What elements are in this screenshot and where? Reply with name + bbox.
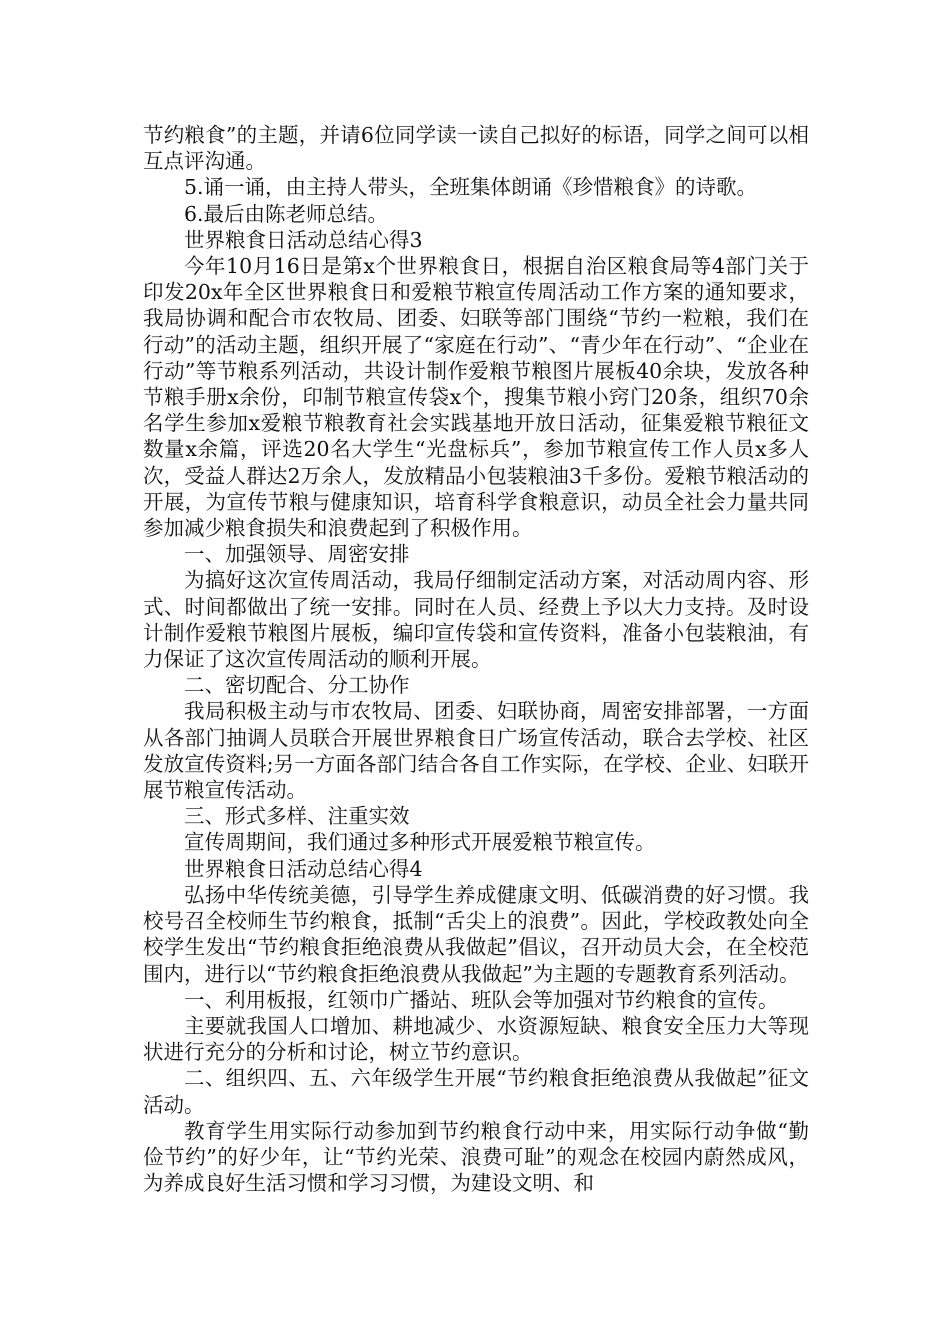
section-heading: 世界粮食日活动总结心得4 xyxy=(184,856,423,881)
paragraph: 主要就我国人口增加、耕地减少、水资源短缺、粮食安全压力大等现状进行充分的分析和讨论，树立节约意识。 xyxy=(143,1013,809,1065)
paragraph: 今年10月16日是第x个世界粮食日，根据自治区粮食局等4部门关于印发20x年全区世界粮食日和爱粮节粮宣传周活动工作方案的通知要求，我局协调和配合市农牧局、团委、妇联等部门围绕“节约一粒粮，我们在行动”的活动主题，组织开展了“家庭在行动”、“青少年在行动”、“企业在行动”等节粮系列活动，共设计制作爱粮节粮图片展板40余块，发放各种节粮手册x余份，印制节粮宣传袋x个，搜集节粮小窍门20条，组织70余名学生参加x爱粮节粮教育社会实践基地开放日活动，征集爱粮节粮征文数量x余篇，评选20名大学生“光盘标兵”，参加节粮宣传工作人员x多人次，受益人群达2万余人，发放精品小包装粮油3千多份。爱粮节粮活动的开展，为宣传节粮与健康知识，培育科学食粮意识，动员全社会力量共同参加减少粮食损失和浪费起到了积极作用。 xyxy=(143,254,809,541)
list-item: 5.诵一诵，由主持人带头，全班集体朗诵《珍惜粮食》的诗歌。 xyxy=(184,175,758,200)
subheading: 三、形式多样、注重实效 xyxy=(184,804,410,829)
paragraph: 我局积极主动与市农牧局、团委、妇联协商，周密安排部署，一方面从各部门抽调人员联合开展世界粮食日广场宣传活动，联合去学校、社区发放宣传资料;另一方面各部门结合各自工作实际，在学校、企业、妇联开展节粮宣传活动。 xyxy=(143,699,809,803)
subheading: 二、密切配合、分工协作 xyxy=(184,673,410,698)
paragraph: 弘扬中华传统美德，引导学生养成健康文明、低碳消费的好习惯。我校号召全校师生节约粮食，抵制“舌尖上的浪费”。因此，学校政教处向全校学生发出“节约粮食拒绝浪费从我做起”倡议，召开动员大会，在全校范围内，进行以“节约粮食拒绝浪费从我做起”为主题的专题教育系列活动。 xyxy=(143,882,809,986)
subheading: 二、组织四、五、六年级学生开展“节约粮食拒绝浪费从我做起”征文活动。 xyxy=(143,1066,809,1117)
paragraph: 宣传周期间，我们通过多种形式开展爱粮节粮宣传。 xyxy=(184,830,656,855)
section-heading: 世界粮食日活动总结心得3 xyxy=(184,227,423,252)
subheading: 一、加强领导、周密安排 xyxy=(184,542,410,567)
paragraph: 节约粮食”的主题，并请6位同学读一读自己拟好的标语，同学之间可以相互点评沟通。 xyxy=(143,123,809,174)
subheading: 一、利用板报，红领巾广播站、班队会等加强对节约粮食的宣传。 xyxy=(184,987,779,1012)
document-page xyxy=(143,122,809,1196)
paragraph: 为搞好这次宣传周活动，我局仔细制定活动方案，对活动周内容、形式、时间都做出了统一安排。同时在人员、经费上予以大力支持。及时设计制作爱粮节粮图片展板，编印宣传袋和宣传资料，准备小包装粮油，有力保证了这次宣传周活动的顺利开展。 xyxy=(143,568,809,672)
paragraph: 教育学生用实际行动参加到节约粮食行动中来，用实际行动争做“勤俭节约”的好少年，让“节约光荣、浪费可耻”的观念在校园内蔚然成风，为养成良好生活习惯和学习习惯，为建设文明、和 xyxy=(143,1118,809,1196)
list-item: 6.最后由陈老师总结。 xyxy=(184,201,389,226)
